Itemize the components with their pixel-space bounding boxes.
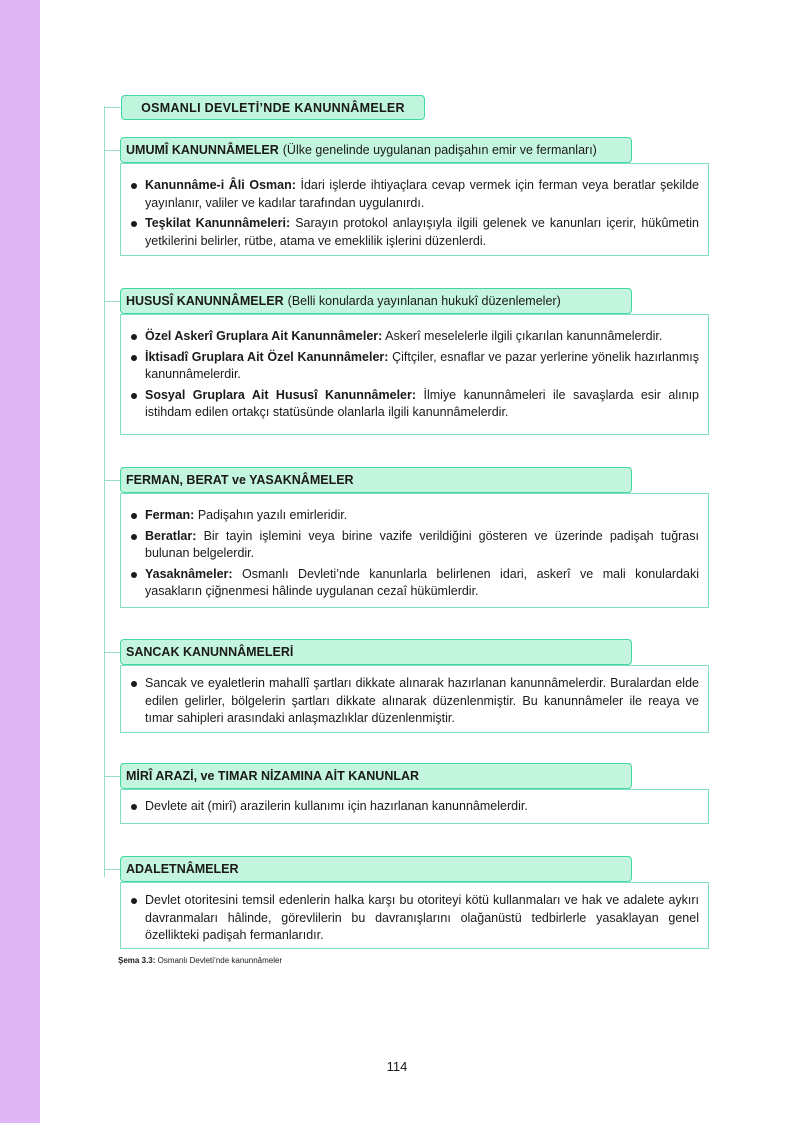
branch-ferman [104, 480, 120, 481]
branch-sancak [104, 652, 120, 653]
section-subtitle: (Belli konularda yayınlanan hukukî düzenlemeler) [287, 294, 561, 308]
list-item [129, 177, 699, 212]
figure-caption [118, 956, 282, 965]
item-text: Devlete ait (mirî) arazilerin kullanımı için hazırlanan kanunnâmelerdir. [145, 799, 528, 813]
section-subtitle: (Ülke genelinde uygulanan padişahın emir ve fermanları) [282, 143, 597, 157]
tree-connector-line [104, 106, 105, 877]
item-term: Özel Askerî Gruplara Ait Kanunnâmeler: [145, 329, 383, 343]
item-term: Ferman: [145, 508, 195, 522]
section-header-miri [120, 763, 632, 789]
branch-hususi [104, 301, 120, 302]
list-item [129, 215, 699, 250]
list-item [129, 328, 699, 346]
item-text: Devlet otoritesini temsil edenlerin halka karşı bu otoriteyi kötü kullanmaları ve hak ve adalete aykırı davranmaları hâlinde, görevlilerin bu davranışlarını olağanüstü tedbirlerle yasaklayan genel özellikteki padişah fermanlarıdır. [145, 893, 699, 942]
item-text: İdari işlerde ihtiyaçlara cevap vermek için ferman veya beratlar şekilde yayınlanır, valiler ve kadılar tarafından uygulanırdı. [145, 178, 699, 210]
list-item [129, 892, 699, 945]
list-item [129, 675, 699, 728]
section-body-ferman [120, 493, 709, 608]
caption-text: Osmanlı Devleti’nde kanunnâmeler [157, 956, 283, 965]
section-title: ADALETNÂMELER [126, 862, 239, 876]
list-item [129, 566, 699, 601]
list-item [129, 349, 699, 384]
page-number: 114 [386, 1059, 408, 1074]
item-text: Sarayın protokol anlayışıyla ilgili gelenek ve kanunları içerir, hükûmetin yetkilerini belirler, rütbe, atama ve emeklilik işlerini düzenlerdi. [145, 216, 699, 248]
section-title: UMUMÎ KANUNNÂMELER [126, 143, 279, 157]
item-text: Çiftçiler, esnaflar ve pazar yerlerine yönelik hazırlanmış kanunnâmelerdir. [145, 349, 699, 381]
item-term: Beratlar: [145, 528, 197, 543]
section-title: MİRÎ ARAZİ, ve TIMAR NİZAMINA AİT KANUNLAR [126, 769, 420, 783]
item-term: Kanunnâme-i Âli Osman: [145, 178, 296, 192]
list-item [129, 507, 699, 525]
section-body-hususi [120, 314, 709, 435]
section-header-adalet [120, 856, 632, 882]
branch-umumi [104, 150, 120, 151]
item-term: Sosyal Gruplara Ait Hususî Kanunnâmeler: [145, 387, 417, 402]
caption-label: Şema 3.3: [118, 956, 156, 965]
left-margin-band [0, 0, 40, 1123]
item-term: Teşkilat Kanunnâmeleri: [145, 216, 291, 230]
branch-miri [104, 776, 120, 777]
item-term: İktisadî Gruplara Ait Özel Kanunnâmeler: [145, 349, 389, 364]
item-text: Padişahın yazılı emirleridir. [197, 508, 348, 522]
branch-adalet [104, 869, 120, 870]
item-text: Askerî meselelerle ilgili çıkarılan kanunnâmelerdir. [385, 329, 663, 343]
item-text: Osmanlı Devleti’nde kanunlarla belirlenen idari, askerî ve mali konulardaki yasakların çiğnenmesi hâlinde uygulanan cezaî hükümlerdir. [145, 566, 699, 598]
section-title: FERMAN, BERAT ve YASAKNÂMELER [126, 473, 354, 487]
item-text: Bir tayin işlemini veya birine vazife verildiğini gösteren ve üzerinde padişah tuğrası bulunan belgelerdir. [145, 528, 699, 560]
section-title: SANCAK KANUNNÂMELERİ [126, 645, 294, 659]
diagram-title: OSMANLI DEVLETİ’NDE KANUNNÂMELER [121, 95, 425, 120]
section-title: HUSUSÎ KANUNNÂMELER [126, 294, 284, 308]
section-header-hususi [120, 288, 632, 314]
section-header-sancak [120, 639, 632, 665]
section-body-adalet [120, 882, 709, 949]
branch-title [104, 107, 121, 108]
section-header-umumi [120, 137, 632, 163]
section-body-miri [120, 789, 709, 824]
list-item [129, 528, 699, 563]
section-body-umumi [120, 163, 709, 256]
item-term: Yasaknâmeler: [145, 566, 233, 581]
item-text: Sancak ve eyaletlerin mahallî şartları dikkate alınarak hazırlanan kanunnâmelerdir. Buralardan elde edilen gelirler, bölgelerin şartları dikkate alınarak düzenlenmiştir. Bu kanunnâmeler ile reaya ve tımar sahipleri arasındaki anlaşmazlıklar düzenlenmiştir. [145, 676, 699, 725]
list-item [129, 387, 699, 422]
section-header-ferman [120, 467, 632, 493]
item-text: İlmiye kanunnâmeleri ile savaşlarda esir alınıp istihdam edilen ortakçı statüsünde olanlarla ilgili kanunnâmelerdir. [145, 387, 699, 419]
section-body-sancak [120, 665, 709, 733]
list-item [129, 798, 699, 816]
